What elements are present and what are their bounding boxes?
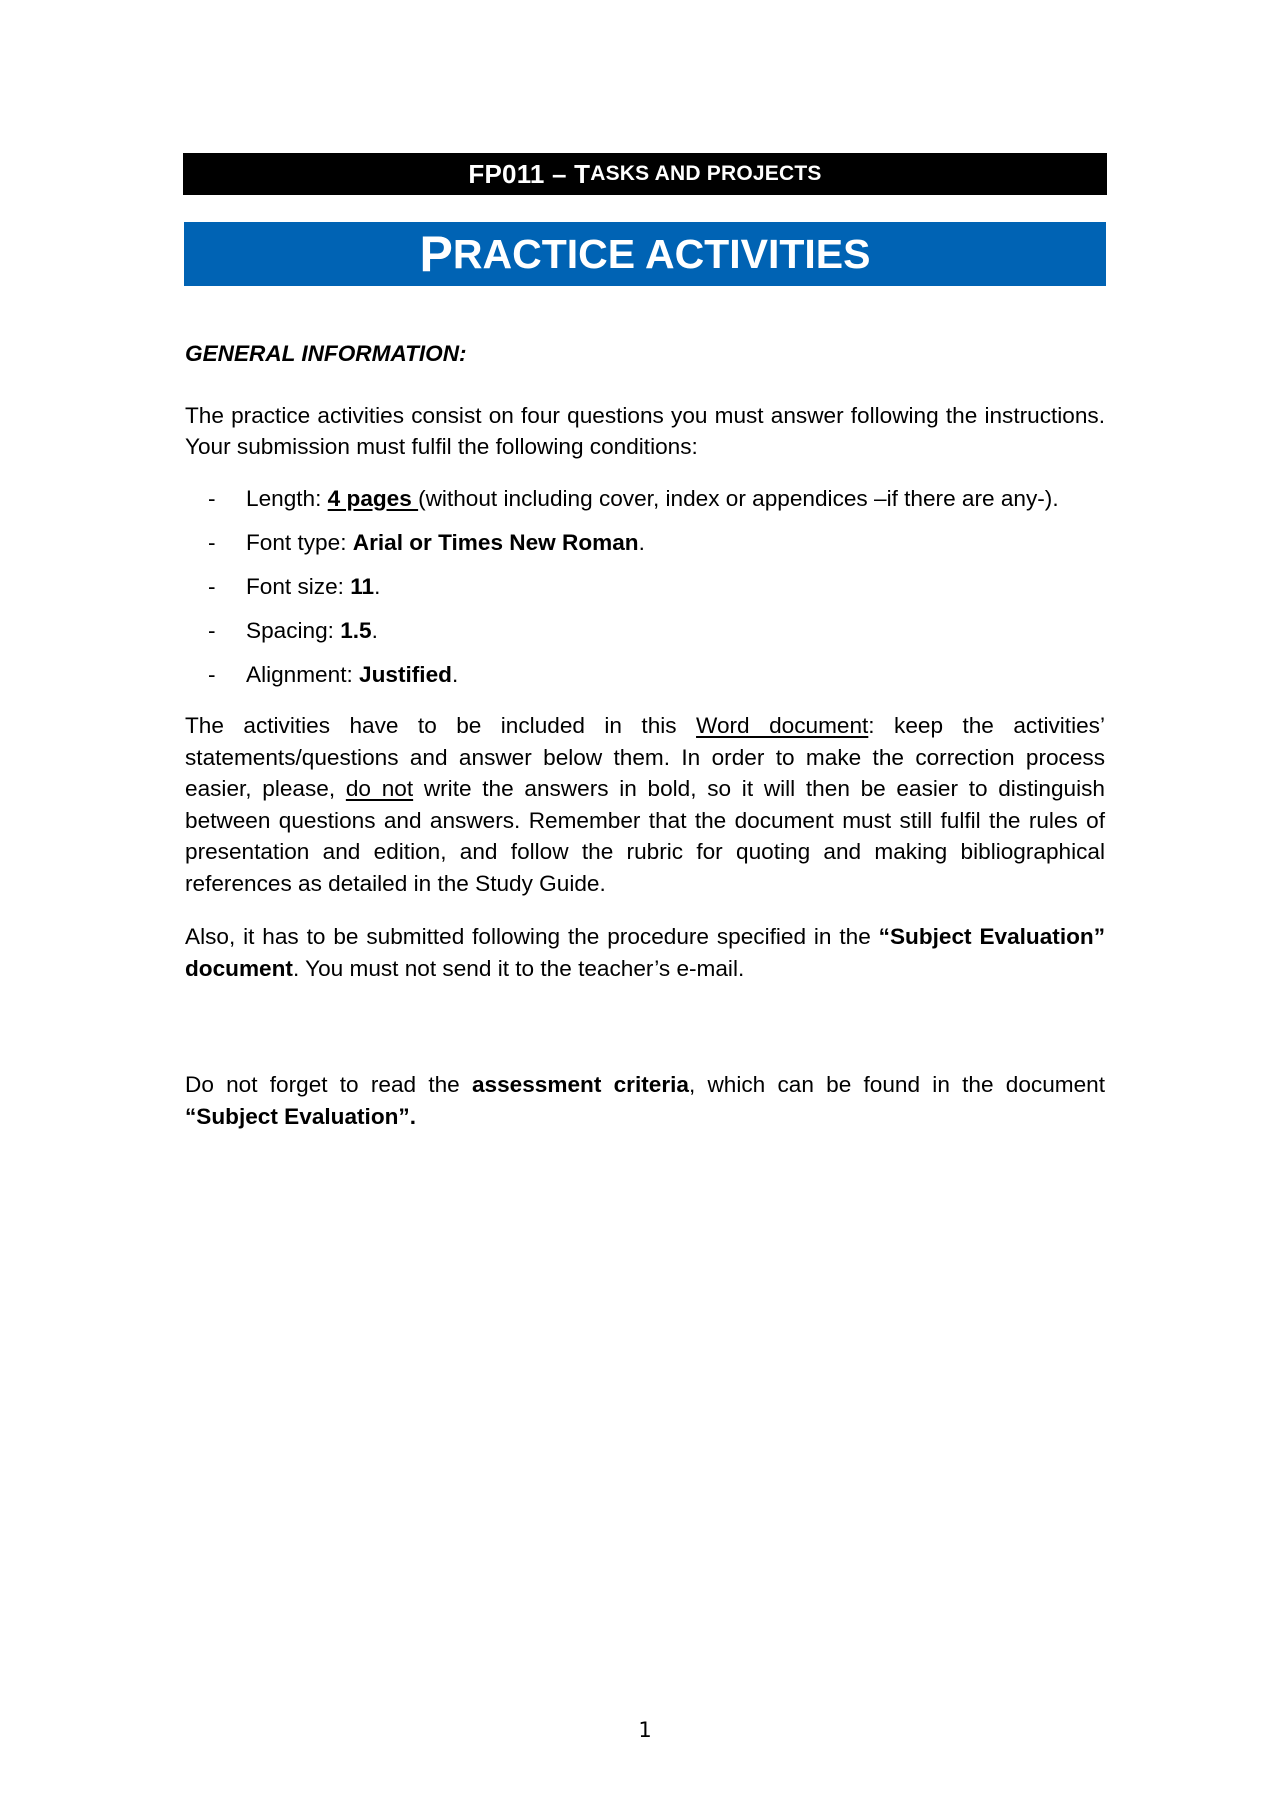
general-information-heading: GENERAL INFORMATION: (185, 341, 467, 366)
assessment-paragraph: Do not forget to read the assessment criteria, which can be found in the document “Subject Evaluation”. (185, 1072, 1106, 1129)
condition-font-size: - Font size: 11. (185, 571, 1105, 603)
list-bullet: - (208, 661, 216, 687)
subject-evaluation-text: “Subject Evaluation”. (185, 1103, 417, 1129)
submission-paragraph: Also, it has to be submitted following the procedure specified in the “Subject Evaluation” document. You must not send it to the teacher’s e-mail. (185, 924, 1105, 981)
list-bullet: - (208, 573, 216, 599)
course-header-bar (183, 153, 1107, 195)
word-document-text: Word document (696, 713, 869, 739)
condition-font-type: - Font type: Arial or Times New Roman. (185, 527, 1105, 559)
condition-spacing: - Spacing: 1.5. (185, 615, 1105, 647)
list-bullet: - (208, 617, 216, 643)
intro-paragraph: The practice activities consist on four questions you must answer following the instructions. Your submission must fulfil the following conditions: (185, 402, 1105, 459)
document-title-initial: P (419, 226, 453, 282)
font-type-value: Arial or Times New Roman (352, 529, 639, 555)
course-title-rest: ASKS AND PROJECTS (590, 162, 822, 185)
conditions-list (185, 483, 1105, 691)
course-title-initial: T (574, 158, 591, 189)
header-separator: – (552, 158, 567, 189)
activities-paragraph: The activities have to be included in this Word document: keep the activities’ statements/questions and answer below them. In order to make the correction process easier, please, do not write the answers in bold, so it will then be easier to distinguish between questions and answers. Remember that the document must still fulfil the rules of presentation and edition, and follow the rubric for quoting and making bibliographical references as detailed in the Study Guide. (185, 713, 1106, 896)
alignment-value: Justified (359, 661, 452, 687)
condition-length: - Length: 4 pages (without including cover, index or appendices –if there are any-). (185, 483, 1105, 515)
document-title-bar (184, 222, 1106, 286)
document-body (185, 338, 1105, 1132)
length-value: 4 pages (327, 485, 419, 511)
document-title-rest: RACTICE ACTIVITIES (452, 230, 871, 277)
list-bullet: - (208, 529, 216, 555)
spacing-value: 1.5 (340, 617, 372, 643)
subject-evaluation-document-text: “Subject Evaluation” document (185, 924, 1105, 981)
list-bullet: - (208, 485, 216, 511)
condition-alignment: - Alignment: Justified. (185, 659, 1105, 691)
assessment-criteria-text: assessment criteria (471, 1072, 689, 1098)
font-size-value: 11 (350, 573, 375, 599)
page-number: 1 (638, 1718, 652, 1742)
do-not-emphasis: do not (345, 776, 414, 802)
course-code: FP011 (468, 158, 545, 189)
